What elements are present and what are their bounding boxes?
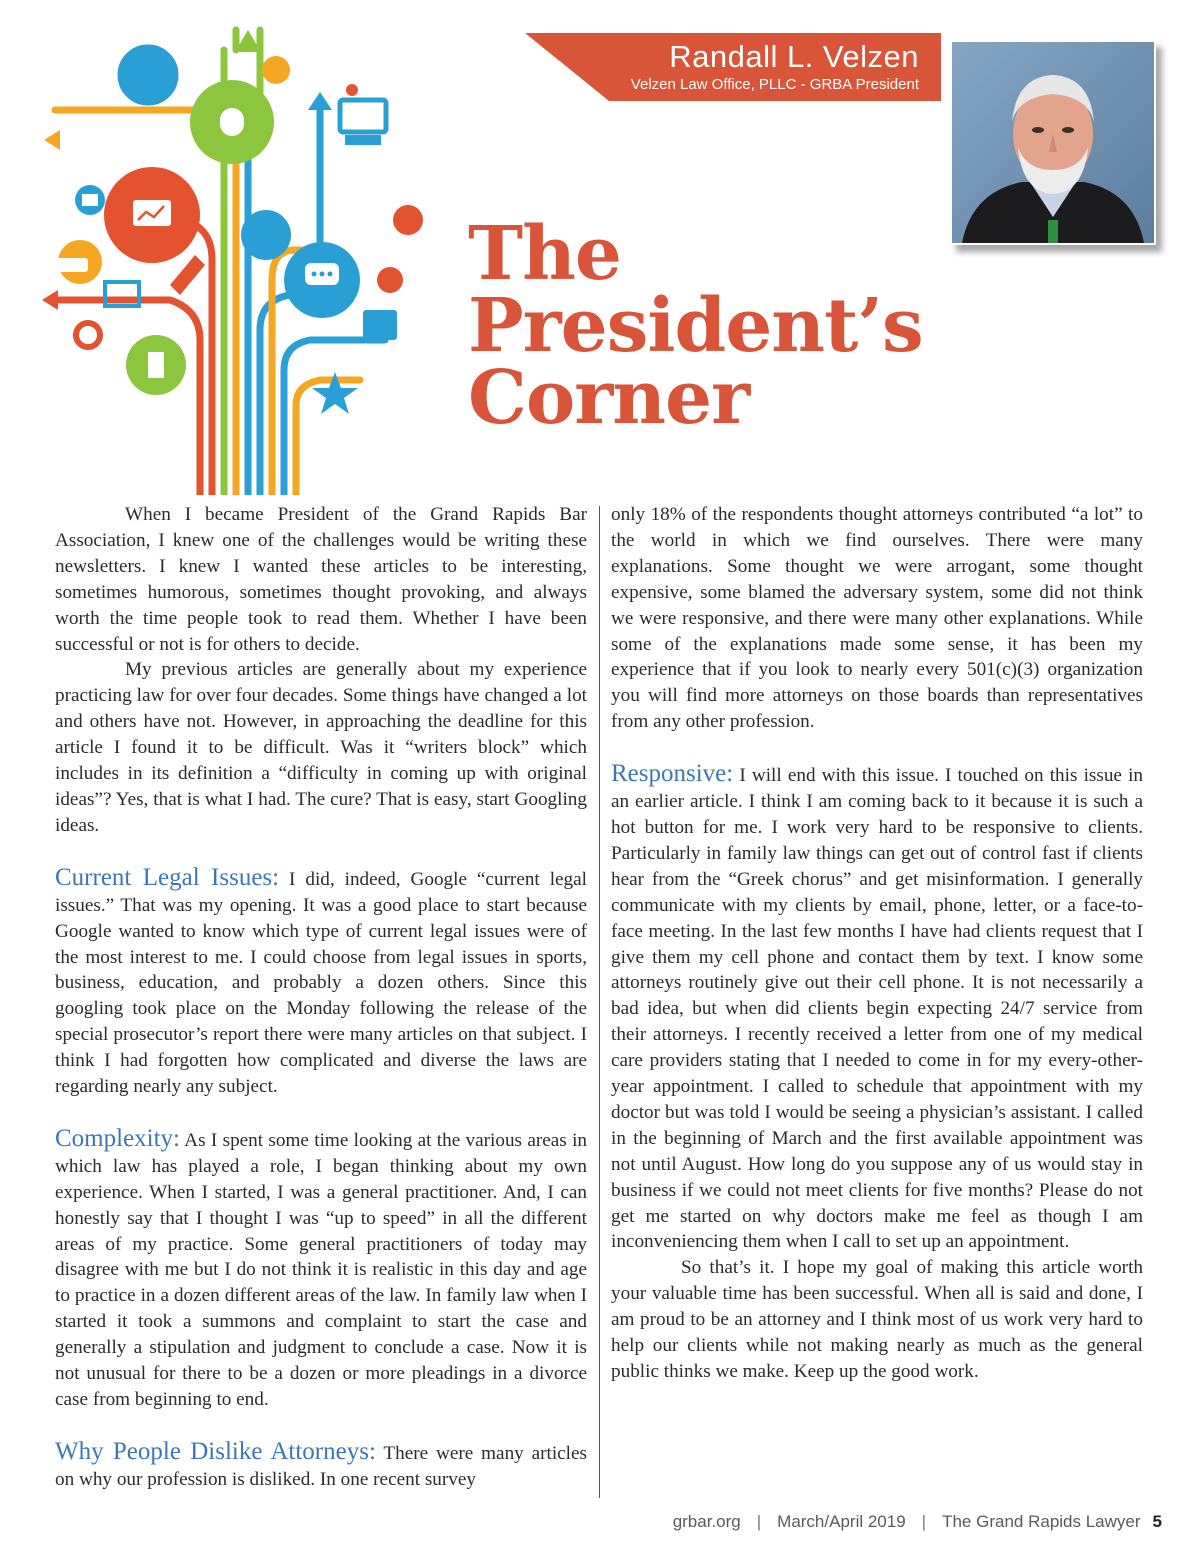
author-banner bbox=[525, 33, 941, 101]
headline-line-3: Corner bbox=[468, 355, 750, 441]
portrait-image bbox=[952, 42, 1154, 243]
page-number: 5 bbox=[1152, 1512, 1162, 1531]
headline-line-1: The bbox=[468, 211, 621, 297]
column-divider bbox=[599, 506, 600, 1498]
technology-tree-illustration bbox=[30, 10, 460, 495]
author-title: Velzen Law Office, PLLC - GRBA President bbox=[630, 76, 919, 93]
section-why-people-dislike-attorneys bbox=[55, 1439, 587, 1493]
author-photo bbox=[950, 40, 1156, 245]
section-complexity bbox=[55, 1126, 587, 1413]
section-text: As I spent some time looking at the various areas in which law has played a role, I began thinking about my own experience. When I started, I was a general practitioner. And, I can honestly say that I thought I was “up to speed” in all the different areas of my practice. Some general practitioners of today may disagree with me but I do not think it is realistic in this day and age to practice in a dozen different areas of the law. In family law when I started it took a summons and complaint to start the case and generally a stipulation and judgment to conclude a case. Now it is not unusual for there to be a dozen or more pleadings in a divorce case from beginning to end. bbox=[55, 1129, 587, 1410]
section-heading: Complexity: bbox=[55, 1124, 180, 1152]
section-heading: Responsive: bbox=[611, 760, 734, 788]
article-headline bbox=[468, 211, 923, 441]
headline-line-2: President’s bbox=[468, 283, 923, 369]
section-responsive bbox=[611, 761, 1143, 1255]
closing-paragraph: So that’s it. I hope my goal of making this article worth your valuable time has been successful. When all is said and done, I am proud to be an attorney and I think most of us work very hard to help our clients while not making nearly as much as the general public thinks we make. Keep up the good work. bbox=[611, 1257, 1143, 1382]
intro-paragraph-2: My previous articles are generally about my experience practicing law for over four decades. Some things have changed a lot and others have not. However, in approaching the deadline for this article I found it to be difficult. Was it “writers block” which includes in its definition a “difficulty in coming up with original ideas”? Yes, that is what I had. The cure? That is easy, start Googling ideas. bbox=[55, 659, 587, 836]
section-continued-text: only 18% of the respondents thought attorneys contributed “a lot” to the world in which we find ourselves. There were many explanations. Some thought we were arrogant, some thought expensive, some blamed the adversary system, some did not think we were responsive, and there were many other explanations. While some of the explanations made some sense, it has been my experience that if you look to nearly every 501(c)(3) organization you will find more attorneys on those boards than representatives from any other profession. bbox=[611, 504, 1143, 733]
footer-site: grbar.org bbox=[672, 1512, 741, 1531]
intro-paragraph-1: When I became President of the Grand Rapids Bar Association, I knew one of the challenges would be writing these newsletters. I knew I wanted these articles to be interesting, sometimes humorous, sometimes thought provoking, and always worth the time people took to read them. Whether I have been successful or not is for others to decide. bbox=[55, 504, 587, 655]
article-column-right bbox=[611, 502, 1143, 1385]
footer-separator: | bbox=[756, 1512, 762, 1531]
footer-issue: March/April 2019 bbox=[777, 1512, 906, 1531]
section-heading: Current Legal Issues: bbox=[55, 863, 280, 891]
section-text: I did, indeed, Google “current legal issues.” That was my opening. It was a good place to start because Google wanted to know which type of current legal issues were of the most interest to me. I could choose from legal issues in sports, business, education, and probably a dozen others. Since this googling took place on the Monday following the release of the special prosecutor’s report there were many articles on that subject. I think I had forgotten how complicated and diverse the laws are regarding nearly any subject. bbox=[55, 868, 587, 1098]
section-text: There were many articles on why our profession is disliked. In one recent survey bbox=[55, 1442, 587, 1490]
page-footer bbox=[673, 1512, 1162, 1532]
article-column-left bbox=[55, 502, 587, 1493]
footer-separator: | bbox=[921, 1512, 927, 1531]
section-text: I will end with this issue. I touched on this issue in an earlier article. I think I am coming back to it because it is such a hot button for me. I work very hard to be responsive to clients. Particularly in family law things can get out of control fast if clients hear from the “Greek chorus” and get misinformation. I generally communicate with my clients by email, phone, letter, or a face-to-face meeting. In the last few months I have had clients request that I give them my cell phone and contact them by text. I know some attorneys routinely give out their cell phone. It is not necessarily a bad idea, but when did clients begin expecting 24/7 service from their attorneys. I recently received a letter from one of my medical care providers stating that I needed to come in for my every-other-year appointment. I called to schedule that appointment with my doctor but was told I would be seeing a physician’s assistant. I called in the beginning of March and the first available appointment was not until August. How long do you suppose any of us would stay in business if we could not meet clients for five months? Please do not get me started on why doctors make me feel as though I am inconveniencing them when I call to set up an appointment. bbox=[611, 765, 1143, 1253]
section-current-legal-issues bbox=[55, 865, 587, 1100]
footer-publication: The Grand Rapids Lawyer bbox=[942, 1512, 1141, 1531]
section-heading: Why People Dislike Attorneys: bbox=[55, 1437, 376, 1465]
author-name: Randall L. Velzen bbox=[669, 39, 919, 74]
